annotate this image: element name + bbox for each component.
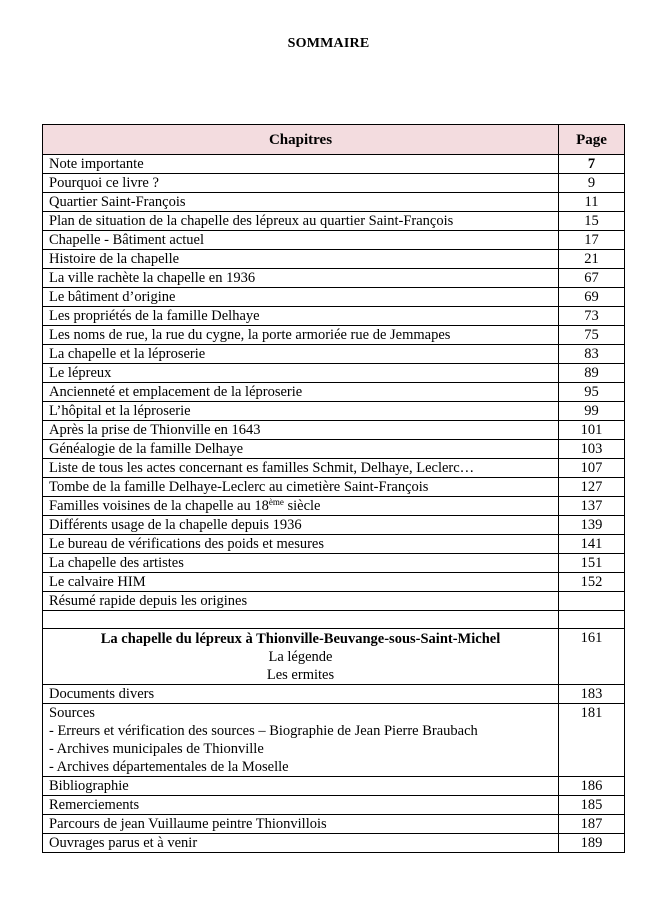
chapter-page: 103 <box>559 440 625 459</box>
special-chapter-title: La chapelle du lépreux à Thionville-Beuvange-sous-Saint-Michel <box>100 631 501 647</box>
chapter-page: 183 <box>559 685 625 704</box>
chapter-label: Liste de tous les actes concernant es familles Schmit, Delhaye, Leclerc… <box>43 459 559 478</box>
chapter-label-suffix: siècle <box>283 498 321 514</box>
table-row-sources <box>43 704 625 777</box>
chapter-page: 107 <box>559 459 625 478</box>
table-row <box>43 815 625 834</box>
sources-item: - Erreurs et vérification des sources – Biographie de Jean Pierre Braubach <box>49 723 478 739</box>
chapter-page: 67 <box>559 269 625 288</box>
chapter-page: 89 <box>559 364 625 383</box>
table-row <box>43 364 625 383</box>
table-row <box>43 231 625 250</box>
chapter-label: Histoire de la chapelle <box>43 250 559 269</box>
chapter-page: 95 <box>559 383 625 402</box>
chapter-label: Quartier Saint-François <box>43 193 559 212</box>
chapter-label: Note importante <box>43 155 559 174</box>
chapter-label: Différents usage de la chapelle depuis 1936 <box>43 516 559 535</box>
chapter-page: 7 <box>559 155 625 174</box>
chapter-page: 141 <box>559 535 625 554</box>
chapter-label: Parcours de jean Vuillaume peintre Thionvillois <box>43 815 559 834</box>
chapter-page: 17 <box>559 231 625 250</box>
table-row <box>43 796 625 815</box>
chapter-page: 75 <box>559 326 625 345</box>
chapter-label: Tombe de la famille Delhaye-Leclerc au cimetière Saint-François <box>43 478 559 497</box>
table-row <box>43 212 625 231</box>
blank-cell <box>43 611 559 629</box>
table-row <box>43 345 625 364</box>
superscript: ème <box>268 497 284 507</box>
chapter-page: 187 <box>559 815 625 834</box>
table-row <box>43 307 625 326</box>
chapter-label: Après la prise de Thionville en 1643 <box>43 421 559 440</box>
sources-cell <box>43 704 559 777</box>
table-row <box>43 777 625 796</box>
chapter-label: L’hôpital et la léproserie <box>43 402 559 421</box>
chapter-page: 189 <box>559 834 625 853</box>
chapter-page: 151 <box>559 554 625 573</box>
chapter-label-prefix: Familles voisines de la chapelle au 18 <box>49 498 269 514</box>
table-row <box>43 421 625 440</box>
table-row <box>43 383 625 402</box>
table-row-special <box>43 629 625 685</box>
table-row <box>43 402 625 421</box>
chapter-label: Résumé rapide depuis les origines <box>43 592 559 611</box>
chapter-label: Documents divers <box>43 685 559 704</box>
chapter-page: 127 <box>559 478 625 497</box>
table-row <box>43 478 625 497</box>
chapter-label: Généalogie de la famille Delhaye <box>43 440 559 459</box>
table-header-row <box>43 125 625 155</box>
sources-item: - Archives municipales de Thionville <box>49 741 264 757</box>
table-row <box>43 535 625 554</box>
chapter-label: La chapelle des artistes <box>43 554 559 573</box>
chapter-label: La chapelle et la léproserie <box>43 345 559 364</box>
chapter-page: 152 <box>559 573 625 592</box>
chapter-page: 186 <box>559 777 625 796</box>
chapter-page: 73 <box>559 307 625 326</box>
chapter-page: 83 <box>559 345 625 364</box>
table-row <box>43 834 625 853</box>
chapter-label: Le calvaire HIM <box>43 573 559 592</box>
table-row <box>43 592 625 611</box>
chapter-label: Le lépreux <box>43 364 559 383</box>
page-title: SOMMAIRE <box>287 36 370 51</box>
chapter-page: 15 <box>559 212 625 231</box>
chapter-label: Pourquoi ce livre ? <box>43 174 559 193</box>
table-row <box>43 193 625 212</box>
table-row <box>43 685 625 704</box>
chapter-label: La ville rachète la chapelle en 1936 <box>43 269 559 288</box>
special-chapter <box>43 629 559 685</box>
table-row <box>43 326 625 345</box>
chapter-label: Remerciements <box>43 796 559 815</box>
chapter-page: 69 <box>559 288 625 307</box>
blank-cell <box>559 611 625 629</box>
chapter-page: 99 <box>559 402 625 421</box>
table-row <box>43 554 625 573</box>
table-row <box>43 174 625 193</box>
chapter-label <box>43 497 559 516</box>
chapter-label: Ouvrages parus et à venir <box>43 834 559 853</box>
special-chapter-sub: Les ermites <box>266 667 335 683</box>
special-chapter-sub: La légende <box>268 649 333 665</box>
chapter-page: 101 <box>559 421 625 440</box>
table-row <box>43 516 625 535</box>
chapter-page: 161 <box>559 629 625 685</box>
table-row <box>43 497 625 516</box>
chapter-label: Ancienneté et emplacement de la léproserie <box>43 383 559 402</box>
table-row <box>43 459 625 478</box>
sources-item: - Archives départementales de la Moselle <box>49 759 289 775</box>
table-of-contents <box>42 124 625 853</box>
table-row <box>43 573 625 592</box>
chapter-label: Le bâtiment d’origine <box>43 288 559 307</box>
chapter-page <box>559 592 625 611</box>
table-row <box>43 288 625 307</box>
chapter-label: Bibliographie <box>43 777 559 796</box>
chapter-label: Plan de situation de la chapelle des lépreux au quartier Saint-François <box>43 212 559 231</box>
chapter-label: Les propriétés de la famille Delhaye <box>43 307 559 326</box>
sources-label: Sources <box>49 705 95 721</box>
header-page: Page <box>559 125 625 155</box>
table-row <box>43 440 625 459</box>
chapter-page: 139 <box>559 516 625 535</box>
chapter-label: Le bureau de vérifications des poids et mesures <box>43 535 559 554</box>
chapter-page: 9 <box>559 174 625 193</box>
chapter-page: 137 <box>559 497 625 516</box>
chapter-page: 181 <box>559 704 625 777</box>
chapter-label: Chapelle - Bâtiment actuel <box>43 231 559 250</box>
chapter-page: 11 <box>559 193 625 212</box>
table-row <box>43 250 625 269</box>
chapter-page: 185 <box>559 796 625 815</box>
header-chapters: Chapitres <box>43 125 559 155</box>
chapter-label: Les noms de rue, la rue du cygne, la porte armoriée rue de Jemmapes <box>43 326 559 345</box>
chapter-page: 21 <box>559 250 625 269</box>
blank-row <box>43 611 625 629</box>
table-row <box>43 269 625 288</box>
table-row <box>43 155 625 174</box>
